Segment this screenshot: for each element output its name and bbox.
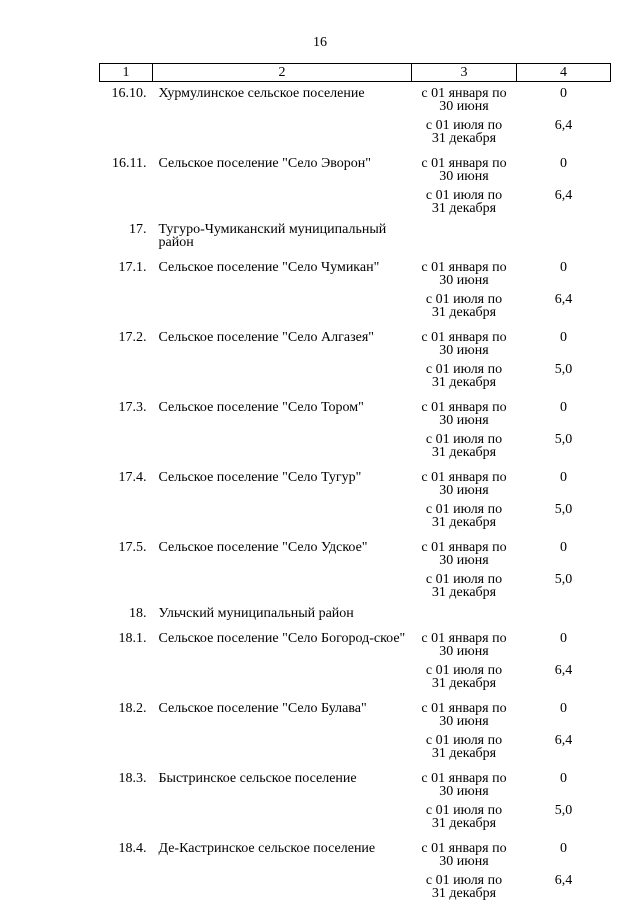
period-line: с 01 июля по bbox=[412, 503, 517, 516]
period-cell bbox=[412, 567, 517, 605]
empty-cell bbox=[517, 605, 611, 626]
empty-cell bbox=[153, 287, 412, 325]
period-line: 31 декабря bbox=[412, 817, 517, 830]
table-row bbox=[100, 255, 611, 287]
period-line: 31 декабря bbox=[412, 306, 517, 319]
tariff-table bbox=[99, 63, 611, 906]
settlement-name: Сельское поселение "Село Эворон" bbox=[153, 151, 412, 183]
period-line: 31 декабря bbox=[412, 586, 517, 599]
table-row bbox=[100, 113, 611, 151]
table-row bbox=[100, 626, 611, 658]
period-cell bbox=[412, 535, 517, 567]
period-line: 30 июня bbox=[412, 484, 517, 497]
period-line: с 01 января по bbox=[412, 772, 517, 785]
table-row bbox=[100, 183, 611, 221]
period-cell bbox=[412, 626, 517, 658]
rate-value: 0 bbox=[517, 535, 611, 567]
period-line: 30 июня bbox=[412, 170, 517, 183]
settlement-name: Хурмулинское сельское поселение bbox=[153, 82, 412, 114]
period-cell bbox=[412, 287, 517, 325]
period-line: 31 декабря bbox=[412, 516, 517, 529]
empty-cell bbox=[100, 113, 153, 151]
empty-cell bbox=[100, 658, 153, 696]
period-line: с 01 января по bbox=[412, 842, 517, 855]
period-cell bbox=[412, 82, 517, 114]
rate-value: 6,4 bbox=[517, 183, 611, 221]
table-row bbox=[100, 567, 611, 605]
table-body bbox=[100, 82, 611, 906]
empty-cell bbox=[100, 868, 153, 906]
period-cell bbox=[412, 357, 517, 395]
row-number: 18.1. bbox=[100, 626, 153, 658]
rate-value: 6,4 bbox=[517, 658, 611, 696]
table-row bbox=[100, 151, 611, 183]
settlement-name: Сельское поселение "Село Удское" bbox=[153, 535, 412, 567]
rate-value: 5,0 bbox=[517, 357, 611, 395]
period-line: с 01 июля по bbox=[412, 664, 517, 677]
period-line: с 01 июля по bbox=[412, 189, 517, 202]
row-number: 17.1. bbox=[100, 255, 153, 287]
row-number: 17. bbox=[100, 221, 153, 255]
period-cell bbox=[412, 497, 517, 535]
group-row bbox=[100, 221, 611, 255]
rate-value: 0 bbox=[517, 766, 611, 798]
empty-cell bbox=[100, 567, 153, 605]
rate-value: 6,4 bbox=[517, 113, 611, 151]
empty-cell bbox=[153, 357, 412, 395]
page-number: 16 bbox=[0, 35, 640, 51]
period-line: с 01 января по bbox=[412, 401, 517, 414]
empty-cell bbox=[412, 221, 517, 255]
empty-cell bbox=[153, 113, 412, 151]
period-line: с 01 января по bbox=[412, 331, 517, 344]
empty-cell bbox=[100, 183, 153, 221]
period-cell bbox=[412, 113, 517, 151]
column-header-2: 2 bbox=[153, 64, 412, 82]
column-header-3: 3 bbox=[412, 64, 517, 82]
period-line: с 01 июля по bbox=[412, 433, 517, 446]
settlement-name: Сельское поселение "Село Богород-ское" bbox=[153, 626, 412, 658]
period-line: 30 июня bbox=[412, 785, 517, 798]
table-row bbox=[100, 728, 611, 766]
rate-value: 6,4 bbox=[517, 728, 611, 766]
empty-cell bbox=[153, 183, 412, 221]
row-number: 16.11. bbox=[100, 151, 153, 183]
rate-value: 0 bbox=[517, 151, 611, 183]
row-number: 18.4. bbox=[100, 836, 153, 868]
period-line: с 01 января по bbox=[412, 87, 517, 100]
period-line: 31 декабря bbox=[412, 132, 517, 145]
table-row bbox=[100, 696, 611, 728]
period-cell bbox=[412, 766, 517, 798]
period-line: 30 июня bbox=[412, 715, 517, 728]
rate-value: 6,4 bbox=[517, 868, 611, 906]
period-line: 30 июня bbox=[412, 100, 517, 113]
period-cell bbox=[412, 183, 517, 221]
rate-value: 5,0 bbox=[517, 567, 611, 605]
row-number: 16.10. bbox=[100, 82, 153, 114]
period-line: 30 июня bbox=[412, 274, 517, 287]
empty-cell bbox=[412, 605, 517, 626]
empty-cell bbox=[153, 567, 412, 605]
period-line: с 01 июля по bbox=[412, 119, 517, 132]
period-cell bbox=[412, 696, 517, 728]
period-cell bbox=[412, 255, 517, 287]
district-name: Тугуро-Чумиканский муниципальный район bbox=[153, 221, 412, 255]
settlement-name: Сельское поселение "Село Чумикан" bbox=[153, 255, 412, 287]
row-number: 17.2. bbox=[100, 325, 153, 357]
group-row bbox=[100, 605, 611, 626]
table-row bbox=[100, 535, 611, 567]
table-row bbox=[100, 82, 611, 114]
row-number: 18.2. bbox=[100, 696, 153, 728]
table-row bbox=[100, 766, 611, 798]
row-number: 17.4. bbox=[100, 465, 153, 497]
period-cell bbox=[412, 658, 517, 696]
rate-value: 0 bbox=[517, 395, 611, 427]
column-header-1: 1 bbox=[100, 64, 153, 82]
period-cell bbox=[412, 798, 517, 836]
period-line: с 01 января по bbox=[412, 471, 517, 484]
table-row bbox=[100, 465, 611, 497]
period-line: с 01 июля по bbox=[412, 874, 517, 887]
row-number: 18. bbox=[100, 605, 153, 626]
rate-value: 5,0 bbox=[517, 497, 611, 535]
table-row bbox=[100, 497, 611, 535]
empty-cell bbox=[153, 658, 412, 696]
period-line: 30 июня bbox=[412, 855, 517, 868]
period-line: 30 июня bbox=[412, 645, 517, 658]
period-line: с 01 июля по bbox=[412, 804, 517, 817]
settlement-name: Быстринское сельское поселение bbox=[153, 766, 412, 798]
period-line: 31 декабря bbox=[412, 202, 517, 215]
period-line: 31 декабря bbox=[412, 677, 517, 690]
table-row bbox=[100, 798, 611, 836]
rate-value: 6,4 bbox=[517, 287, 611, 325]
settlement-name: Сельское поселение "Село Тором" bbox=[153, 395, 412, 427]
rate-value: 5,0 bbox=[517, 798, 611, 836]
rate-value: 0 bbox=[517, 696, 611, 728]
column-header-4: 4 bbox=[517, 64, 611, 82]
rate-value: 0 bbox=[517, 325, 611, 357]
empty-cell bbox=[517, 221, 611, 255]
rate-value: 0 bbox=[517, 626, 611, 658]
period-line: 31 декабря bbox=[412, 747, 517, 760]
period-cell bbox=[412, 395, 517, 427]
period-line: с 01 января по bbox=[412, 157, 517, 170]
table-row bbox=[100, 836, 611, 868]
period-line: 30 июня bbox=[412, 414, 517, 427]
table-row bbox=[100, 395, 611, 427]
empty-cell bbox=[100, 427, 153, 465]
period-line: 31 декабря bbox=[412, 446, 517, 459]
period-cell bbox=[412, 465, 517, 497]
rate-value: 0 bbox=[517, 465, 611, 497]
period-line: с 01 января по bbox=[412, 702, 517, 715]
period-line: 30 июня bbox=[412, 554, 517, 567]
settlement-name: Де-Кастринское сельское поселение bbox=[153, 836, 412, 868]
period-line: с 01 июля по bbox=[412, 293, 517, 306]
empty-cell bbox=[100, 497, 153, 535]
period-cell bbox=[412, 728, 517, 766]
district-name: Ульчский муниципальный район bbox=[153, 605, 412, 626]
settlement-name: Сельское поселение "Село Тугур" bbox=[153, 465, 412, 497]
table-row bbox=[100, 357, 611, 395]
rate-value: 0 bbox=[517, 82, 611, 114]
period-cell bbox=[412, 325, 517, 357]
period-line: с 01 января по bbox=[412, 541, 517, 554]
period-line: с 01 июля по bbox=[412, 363, 517, 376]
period-line: с 01 июля по bbox=[412, 734, 517, 747]
row-number: 17.5. bbox=[100, 535, 153, 567]
row-number: 18.3. bbox=[100, 766, 153, 798]
empty-cell bbox=[100, 728, 153, 766]
empty-cell bbox=[153, 728, 412, 766]
empty-cell bbox=[153, 798, 412, 836]
empty-cell bbox=[153, 497, 412, 535]
table-row bbox=[100, 868, 611, 906]
period-line: 31 декабря bbox=[412, 887, 517, 900]
row-number: 17.3. bbox=[100, 395, 153, 427]
empty-cell bbox=[100, 287, 153, 325]
rate-value: 5,0 bbox=[517, 427, 611, 465]
empty-cell bbox=[153, 868, 412, 906]
period-cell bbox=[412, 868, 517, 906]
empty-cell bbox=[153, 427, 412, 465]
period-cell bbox=[412, 427, 517, 465]
settlement-name: Сельское поселение "Село Булава" bbox=[153, 696, 412, 728]
rate-value: 0 bbox=[517, 255, 611, 287]
rate-value: 0 bbox=[517, 836, 611, 868]
empty-cell bbox=[100, 798, 153, 836]
empty-cell bbox=[100, 357, 153, 395]
period-line: 31 декабря bbox=[412, 376, 517, 389]
period-line: с 01 июля по bbox=[412, 573, 517, 586]
table-row bbox=[100, 427, 611, 465]
period-line: 30 июня bbox=[412, 344, 517, 357]
table-row bbox=[100, 325, 611, 357]
period-cell bbox=[412, 836, 517, 868]
period-cell bbox=[412, 151, 517, 183]
period-line: с 01 января по bbox=[412, 261, 517, 274]
table-row bbox=[100, 287, 611, 325]
period-line: с 01 января по bbox=[412, 632, 517, 645]
table-header-row bbox=[100, 64, 611, 82]
table-row bbox=[100, 658, 611, 696]
settlement-name: Сельское поселение "Село Алгазея" bbox=[153, 325, 412, 357]
